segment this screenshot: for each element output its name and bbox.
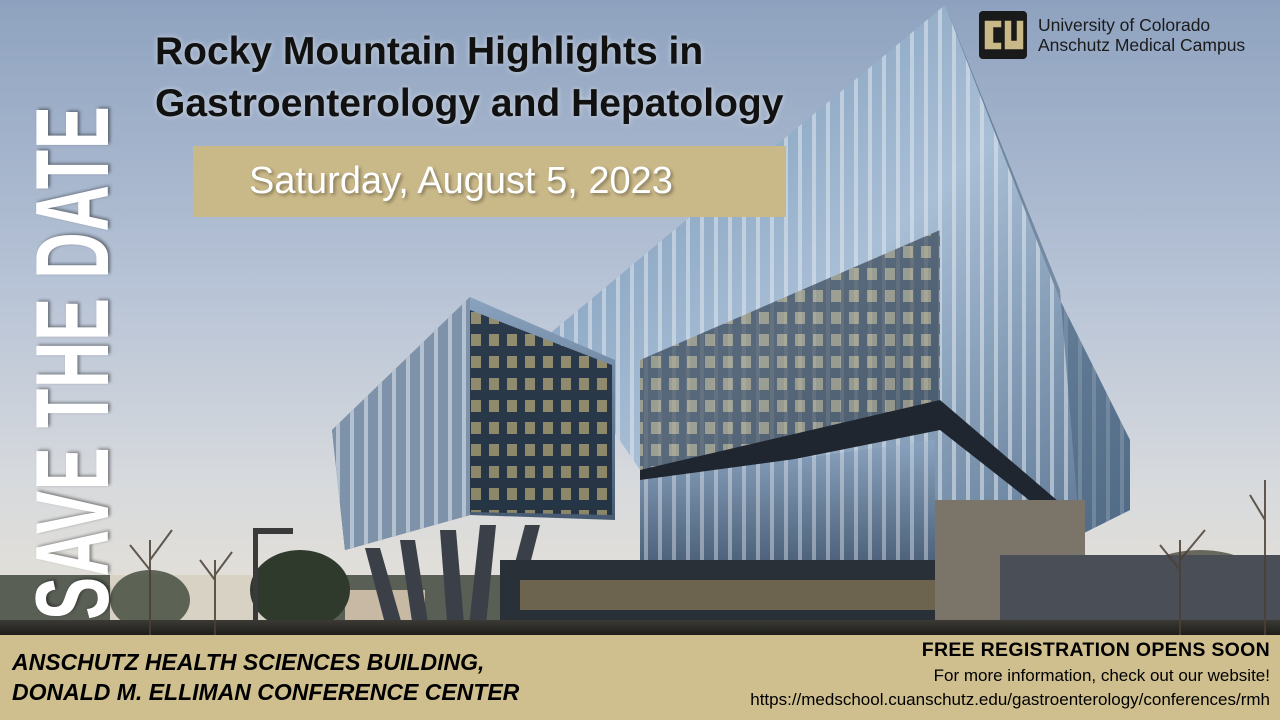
logo-line-1: University of Colorado — [1038, 15, 1211, 35]
event-title — [155, 26, 945, 130]
event-date: Saturday, August 5, 2023 — [249, 160, 673, 202]
venue-line-1: ANSCHUTZ HEALTH SCIENCES BUILDING, — [12, 649, 485, 675]
save-the-date-vertical: SAVE THE DATE — [15, 105, 131, 620]
event-date-band — [193, 146, 786, 217]
registration-headline: FREE REGISTRATION OPENS SOON — [921, 639, 1270, 661]
footer-band — [0, 635, 1280, 720]
title-line-1: Rocky Mountain Highlights in — [155, 30, 704, 73]
website-link[interactable]: https://medschool.cuanschutz.edu/gastroenterology/conferences/rmh — [750, 690, 1270, 709]
more-info-text: For more information, check out our website! — [933, 666, 1270, 685]
registration-info — [750, 637, 1270, 712]
logo-line-2: Anschutz Medical Campus — [1038, 35, 1246, 55]
title-line-2: Gastroenterology and Hepatology — [155, 82, 784, 125]
university-logo — [978, 10, 1268, 60]
cu-monogram-icon — [978, 10, 1028, 60]
venue-line-2: DONALD M. ELLIMAN CONFERENCE CENTER — [12, 679, 520, 705]
venue — [12, 647, 519, 707]
